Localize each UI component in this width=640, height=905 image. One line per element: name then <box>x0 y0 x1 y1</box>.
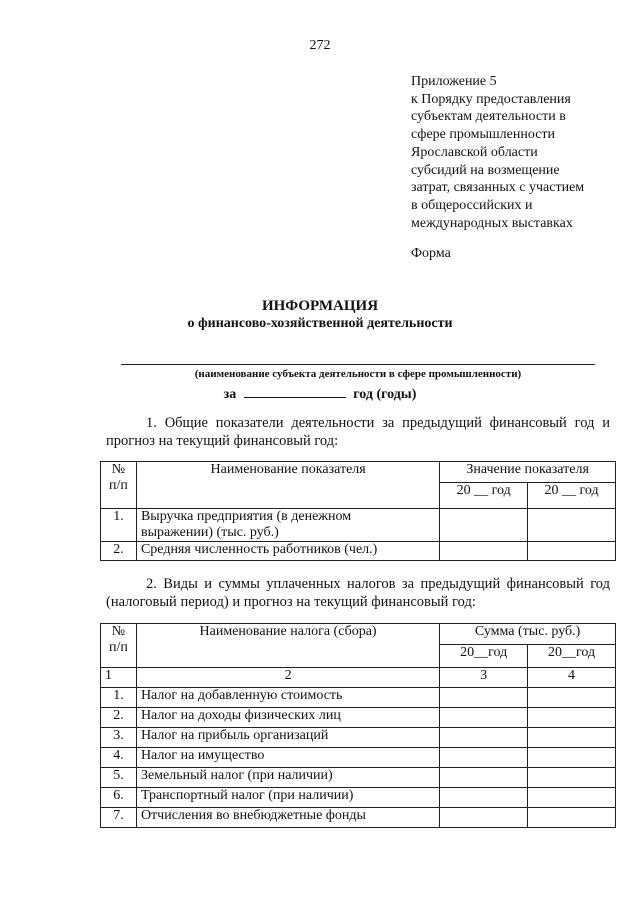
numbering-cell: 2 <box>136 668 439 688</box>
table-row <box>101 748 616 768</box>
period-prefix: за <box>223 387 237 402</box>
row-name: Выручка предприятия (в денежном выражении) (тыс. руб.) <box>136 509 439 542</box>
value-cell-year2 <box>528 788 616 808</box>
row-name: Налог на доходы физических лиц <box>136 708 439 728</box>
row-number: 4. <box>101 748 137 768</box>
row-name: Транспортный налог (при наличии) <box>136 788 439 808</box>
section1-heading-line1: 1. Общие показатели деятельности за предыдущий финансовый год и <box>146 415 610 431</box>
value-cell-year2 <box>528 768 616 788</box>
row-name: Отчисления во внебюджетные фонды <box>136 808 439 828</box>
section1-heading <box>106 414 610 450</box>
col-header-sum: Сумма (тыс. руб.) <box>440 624 616 645</box>
col-header-no: № п/п <box>101 462 137 509</box>
row-number: 1. <box>101 688 137 708</box>
appendix-line: Ярославской области <box>411 144 538 160</box>
taxes-table <box>100 623 616 828</box>
appendix-line: международных выставках <box>411 215 573 231</box>
table-row <box>101 509 616 542</box>
table-row <box>101 768 616 788</box>
subject-caption: (наименование субъекта деятельности в сфере промышленности) <box>194 368 522 380</box>
appendix-block <box>411 73 626 232</box>
value-cell-year2 <box>528 542 616 561</box>
row-number: 2. <box>101 542 137 561</box>
indicators-table <box>100 461 616 561</box>
table-row <box>101 708 616 728</box>
row-name: Средняя численность работников (чел.) <box>136 542 439 561</box>
section2-heading <box>106 575 610 611</box>
value-cell-year1 <box>440 808 528 828</box>
table-row <box>101 688 616 708</box>
value-cell-year2 <box>528 808 616 828</box>
col-header-year2: 20__год <box>528 645 616 668</box>
form-label: Форма <box>411 246 451 261</box>
value-cell-year1 <box>440 509 528 542</box>
value-cell-year1 <box>440 708 528 728</box>
row-name: Земельный налог (при наличии) <box>136 768 439 788</box>
appendix-line: Приложение 5 <box>411 74 497 89</box>
row-name: Налог на имущество <box>136 748 439 768</box>
period-blank <box>244 384 346 398</box>
row-number: 6. <box>101 788 137 808</box>
numbering-cell: 3 <box>440 668 528 688</box>
table-row <box>101 808 616 828</box>
value-cell-year1 <box>440 728 528 748</box>
col-header-name: Наименование налога (сбора) <box>136 624 439 668</box>
numbering-cell: 4 <box>528 668 616 688</box>
row-number: 7. <box>101 808 137 828</box>
subject-name-line <box>121 364 595 365</box>
appendix-line: к Порядку предоставления <box>411 91 571 107</box>
numbering-row <box>101 668 616 688</box>
value-cell-year2 <box>528 748 616 768</box>
row-number: 3. <box>101 728 137 748</box>
row-name: Налог на добавленную стоимость <box>136 688 439 708</box>
appendix-line: затрат, связанных с участием <box>411 180 585 196</box>
row-name: Налог на прибыль организаций <box>136 728 439 748</box>
value-cell-year1 <box>440 748 528 768</box>
table-row <box>101 542 616 561</box>
col-header-year2: 20 __ год <box>528 483 616 509</box>
value-cell-year2 <box>528 509 616 542</box>
value-cell-year1 <box>440 688 528 708</box>
page-number: 272 <box>309 38 331 53</box>
appendix-line: в общероссийских и <box>411 197 533 213</box>
document-title: ИНФОРМАЦИЯ <box>261 298 379 314</box>
row-number: 1. <box>101 509 137 542</box>
document-subtitle: о финансово-хозяйственной деятельности <box>187 316 453 331</box>
value-cell-year2 <box>528 708 616 728</box>
period-suffix: год (годы) <box>353 387 417 402</box>
row-number: 2. <box>101 708 137 728</box>
appendix-line: субсидий на возмещение <box>411 162 560 178</box>
section2-heading-line1: 2. Виды и суммы уплаченных налогов за предыдущий финансовый год <box>146 576 610 592</box>
value-cell-year2 <box>528 728 616 748</box>
numbering-cell: 1 <box>101 668 137 688</box>
value-cell-year1 <box>440 542 528 561</box>
col-header-value: Значение показателя <box>440 462 616 483</box>
row-number: 5. <box>101 768 137 788</box>
col-header-year1: 20 __ год <box>440 483 528 509</box>
value-cell-year1 <box>440 788 528 808</box>
appendix-line: субъектам деятельности в <box>411 109 566 125</box>
period-line <box>0 384 640 403</box>
appendix-line: сфере промышленности <box>411 127 556 143</box>
col-header-no: № п/п <box>101 624 137 668</box>
table-row <box>101 728 616 748</box>
value-cell-year1 <box>440 768 528 788</box>
col-header-name: Наименование показателя <box>136 462 439 509</box>
col-header-year1: 20__год <box>440 645 528 668</box>
value-cell-year2 <box>528 688 616 708</box>
table-row <box>101 788 616 808</box>
section2-heading-line2: (налоговый период) и прогноз на текущий финансовый год: <box>106 594 476 610</box>
section1-heading-line2: прогноз на текущий финансовый год: <box>106 433 339 449</box>
